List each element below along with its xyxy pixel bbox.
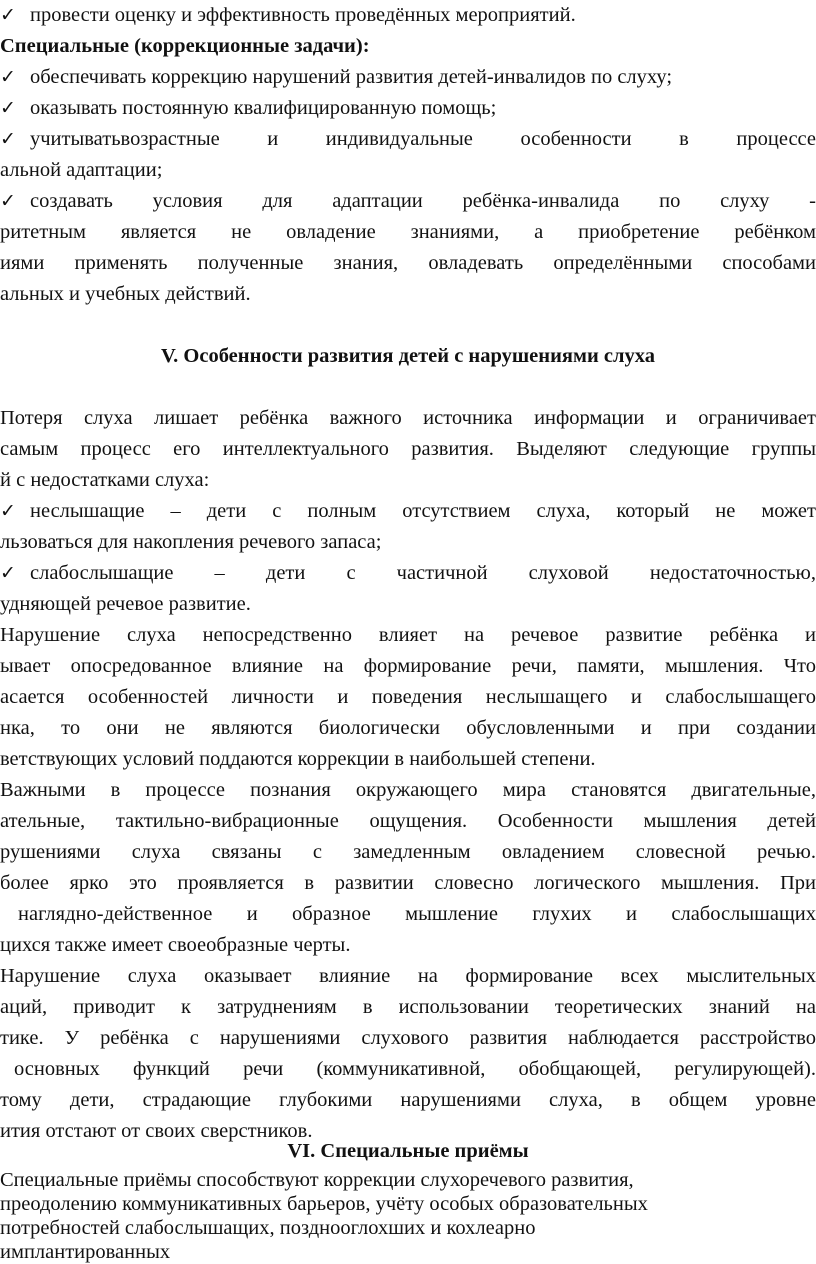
text-line: тике. У ребёнка с нарушениями слухового развития наблюдается расстройство xyxy=(0,1027,816,1049)
bullet-text: учитыватьвозрастные и индивидуальные особенности в процессе xyxy=(30,128,816,150)
text-line: более ярко это проявляется в развитии словесно логического мышления. При xyxy=(0,872,816,894)
text-line: альных и учебных действий. xyxy=(0,283,251,305)
text-line: Важными в процессе познания окружающего мира становятся двигательные, xyxy=(0,779,816,801)
bullet-text: провести оценку и эффективность проведённых мероприятий. xyxy=(30,4,576,26)
section-6-heading: VI. Специальные приёмы xyxy=(287,1140,529,1162)
text-line: альной адаптации; xyxy=(0,159,163,181)
bullet-line xyxy=(0,0,816,31)
bullet-text: обеспечивать коррекцию нарушений развития детей-инвалидов по слуху; xyxy=(30,66,673,88)
bullet-text: создавать условия для адаптации ребёнка-инвалида по слуху - xyxy=(30,190,816,212)
text-line: основных функций речи (коммуникативной, обобщающей, регулирующей). xyxy=(14,1058,816,1080)
text-line: Потеря слуха лишает ребёнка важного источника информации и ограничивает xyxy=(0,407,816,429)
text-line: удняющей речевое развитие. xyxy=(0,593,251,615)
section-5-heading: V. Особенности развития детей с нарушениями слуха xyxy=(161,345,655,367)
text-line: цихся также имеет своеобразные черты. xyxy=(0,934,351,956)
checkmark-icon: ✓ xyxy=(0,128,16,150)
text-line: ывает опосредованное влияние на формирование речи, памяти, мышления. Что xyxy=(0,655,816,677)
bullet-line xyxy=(0,93,816,124)
checkmark-icon: ✓ xyxy=(0,4,16,26)
text-line: потребностей слабослышащих, позднооглохших и кохлеарно xyxy=(0,1217,536,1239)
bullet-line xyxy=(0,124,816,155)
checkmark-icon: ✓ xyxy=(0,562,16,584)
text-line: имплантированных xyxy=(0,1241,171,1263)
text-line: асается особенностей личности и поведения неслышащего и слабослышащего xyxy=(0,686,816,708)
text-line: самым процесс его интеллектуального развития. Выделяют следующие группы xyxy=(0,438,816,460)
bullet-text: неслышащие – дети с полным отсутствием слуха, который не может xyxy=(30,500,816,522)
bullet-text: оказывать постоянную квалифицированную помощь; xyxy=(30,97,497,119)
bullet-text: слабослышащие – дети с частичной слуховой недостаточностью, xyxy=(30,562,816,584)
text-line: преодолению коммуникативных барьеров, учёту особых образовательных xyxy=(0,1193,648,1215)
text-line: тому дети, страдающие глубокими нарушениями слуха, в общем уровне xyxy=(0,1089,816,1111)
text-line: ательные, тактильно-вибрационные ощущения. Особенности мышления детей xyxy=(0,810,816,832)
text-line: й с недостатками слуха: xyxy=(0,469,210,491)
text-line: иями применять полученные знания, овладевать определёнными способами xyxy=(0,252,816,274)
bullet-line xyxy=(0,558,816,589)
text-line: ветствующих условий поддаются коррекции в наибольшей степени. xyxy=(0,748,596,770)
special-tasks-heading: Специальные (коррекционные задачи): xyxy=(0,35,370,57)
checkmark-icon: ✓ xyxy=(0,500,16,522)
text-line: нка, то они не являются биологически обусловленными и при создании xyxy=(0,717,816,739)
bullet-line xyxy=(0,62,816,93)
text-line: Нарушение слуха оказывает влияние на формирование всех мыслительных xyxy=(0,965,816,987)
text-line: аций, приводит к затруднениям в использовании теоретических знаний на xyxy=(0,996,816,1018)
checkmark-icon: ✓ xyxy=(0,190,16,212)
text-line: Специальные приёмы способствуют коррекции слухоречевого развития, xyxy=(0,1169,634,1191)
text-line: ритетным является не овладение знаниями, а приобретение ребёнком xyxy=(0,221,816,243)
bullet-line xyxy=(0,186,816,217)
checkmark-icon: ✓ xyxy=(0,66,16,88)
text-line: наглядно-действенное и образное мышление глухих и слабослышащих xyxy=(18,903,816,925)
text-line: ития отстают от своих сверстников. xyxy=(0,1120,313,1142)
text-line: Нарушение слуха непосредственно влияет на речевое развитие ребёнка и xyxy=(0,624,816,646)
bullet-line xyxy=(0,496,816,527)
text-line: льзоваться для накопления речевого запаса; xyxy=(0,531,382,553)
text-line: рушениями слуха связаны с замедленным овладением словесной речью. xyxy=(0,841,816,863)
checkmark-icon: ✓ xyxy=(0,97,16,119)
